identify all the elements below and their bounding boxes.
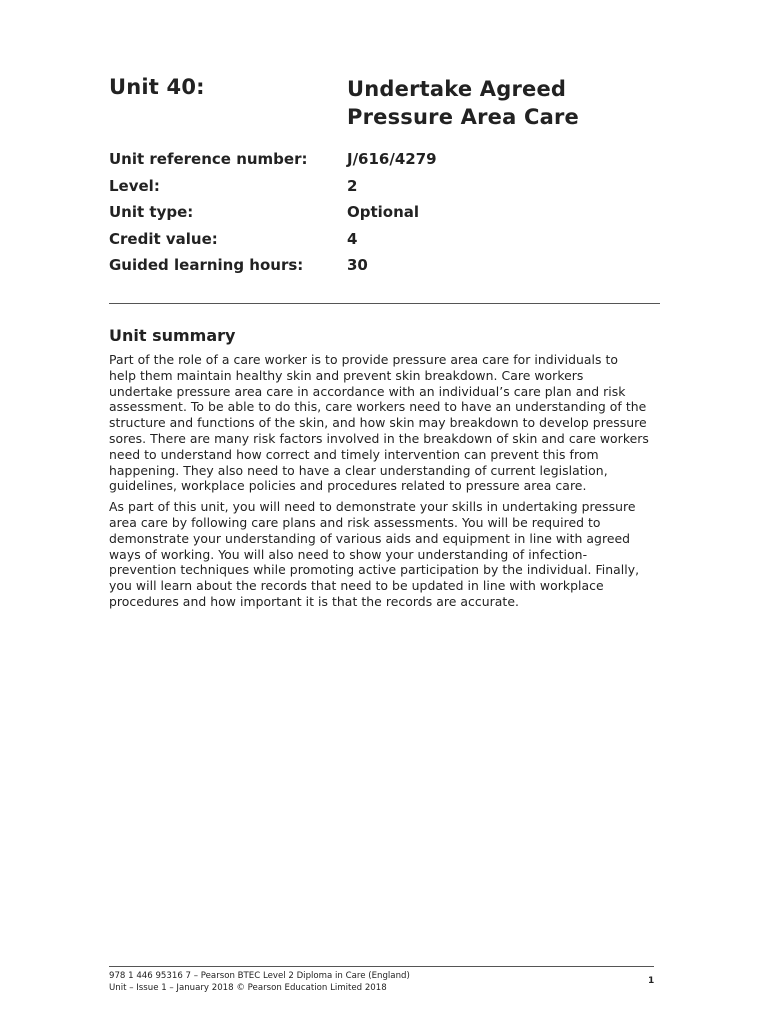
footer-line-2: Unit – Issue 1 – January 2018 © Pearson Education Limited 2018 [109,983,387,993]
unit-details [109,150,669,283]
detail-value: J/616/4279 [347,150,437,168]
unit-title-line-1: Undertake Agreed [347,77,567,101]
section-divider [109,303,660,304]
detail-row-credit [109,230,669,257]
detail-label: Credit value: [109,229,218,248]
footer-line-1: 978 1 446 95316 7 – Pearson BTEC Level 2 Diploma in Care (England) [109,971,410,981]
detail-row-glh [109,256,669,283]
detail-row-reference [109,150,669,177]
detail-value: Optional [347,203,420,221]
summary-paragraph-1: Part of the role of a care worker is to provide pressure area care for individuals to help them maintain healthy skin and prevent skin breakdown. Care workers undertake pressure area care in accordance with an individual’s care plan and risk assessment. To be able to do this, care workers need to have an understanding of the structure and functions of the skin, and how skin may breakdown to develop pressure sores. There are many risk factors involved in the breakdown of skin and care workers need to understand how correct and timely intervention can prevent this from happening. They also need to have a clear understanding of current legislation, guidelines, workplace policies and procedures related to pressure area care. [109,352,649,494]
footer [109,970,410,994]
page-number: 1 [648,976,655,986]
unit-title-line-2: Pressure Area Care [347,105,579,129]
detail-value: 2 [347,176,358,195]
detail-label: Guided learning hours: [109,256,304,274]
detail-value: 30 [347,256,368,274]
unit-number: Unit 40: [109,75,205,99]
footer-divider [109,966,654,967]
summary-heading: Unit summary [109,326,236,345]
summary-paragraph-2: As part of this unit, you will need to demonstrate your skills in undertaking pressure area care by following care plans and risk assessments. You will be required to demonstrate your understanding of various aids and equipment in line with agreed ways of working. You will also need to show your understanding of infection-prevention techniques while promoting active participation by the individual. Finally, you will learn about the records that need to be updated in line with workplace procedures and how important it is that the records are accurate. [109,499,640,609]
detail-label: Unit reference number: [109,150,308,168]
unit-title [347,75,667,131]
detail-label: Level: [109,176,160,195]
detail-value: 4 [347,229,358,248]
detail-row-unit-type [109,203,669,230]
detail-row-level [109,177,669,204]
detail-label: Unit type: [109,203,194,221]
summary-body [109,352,649,615]
